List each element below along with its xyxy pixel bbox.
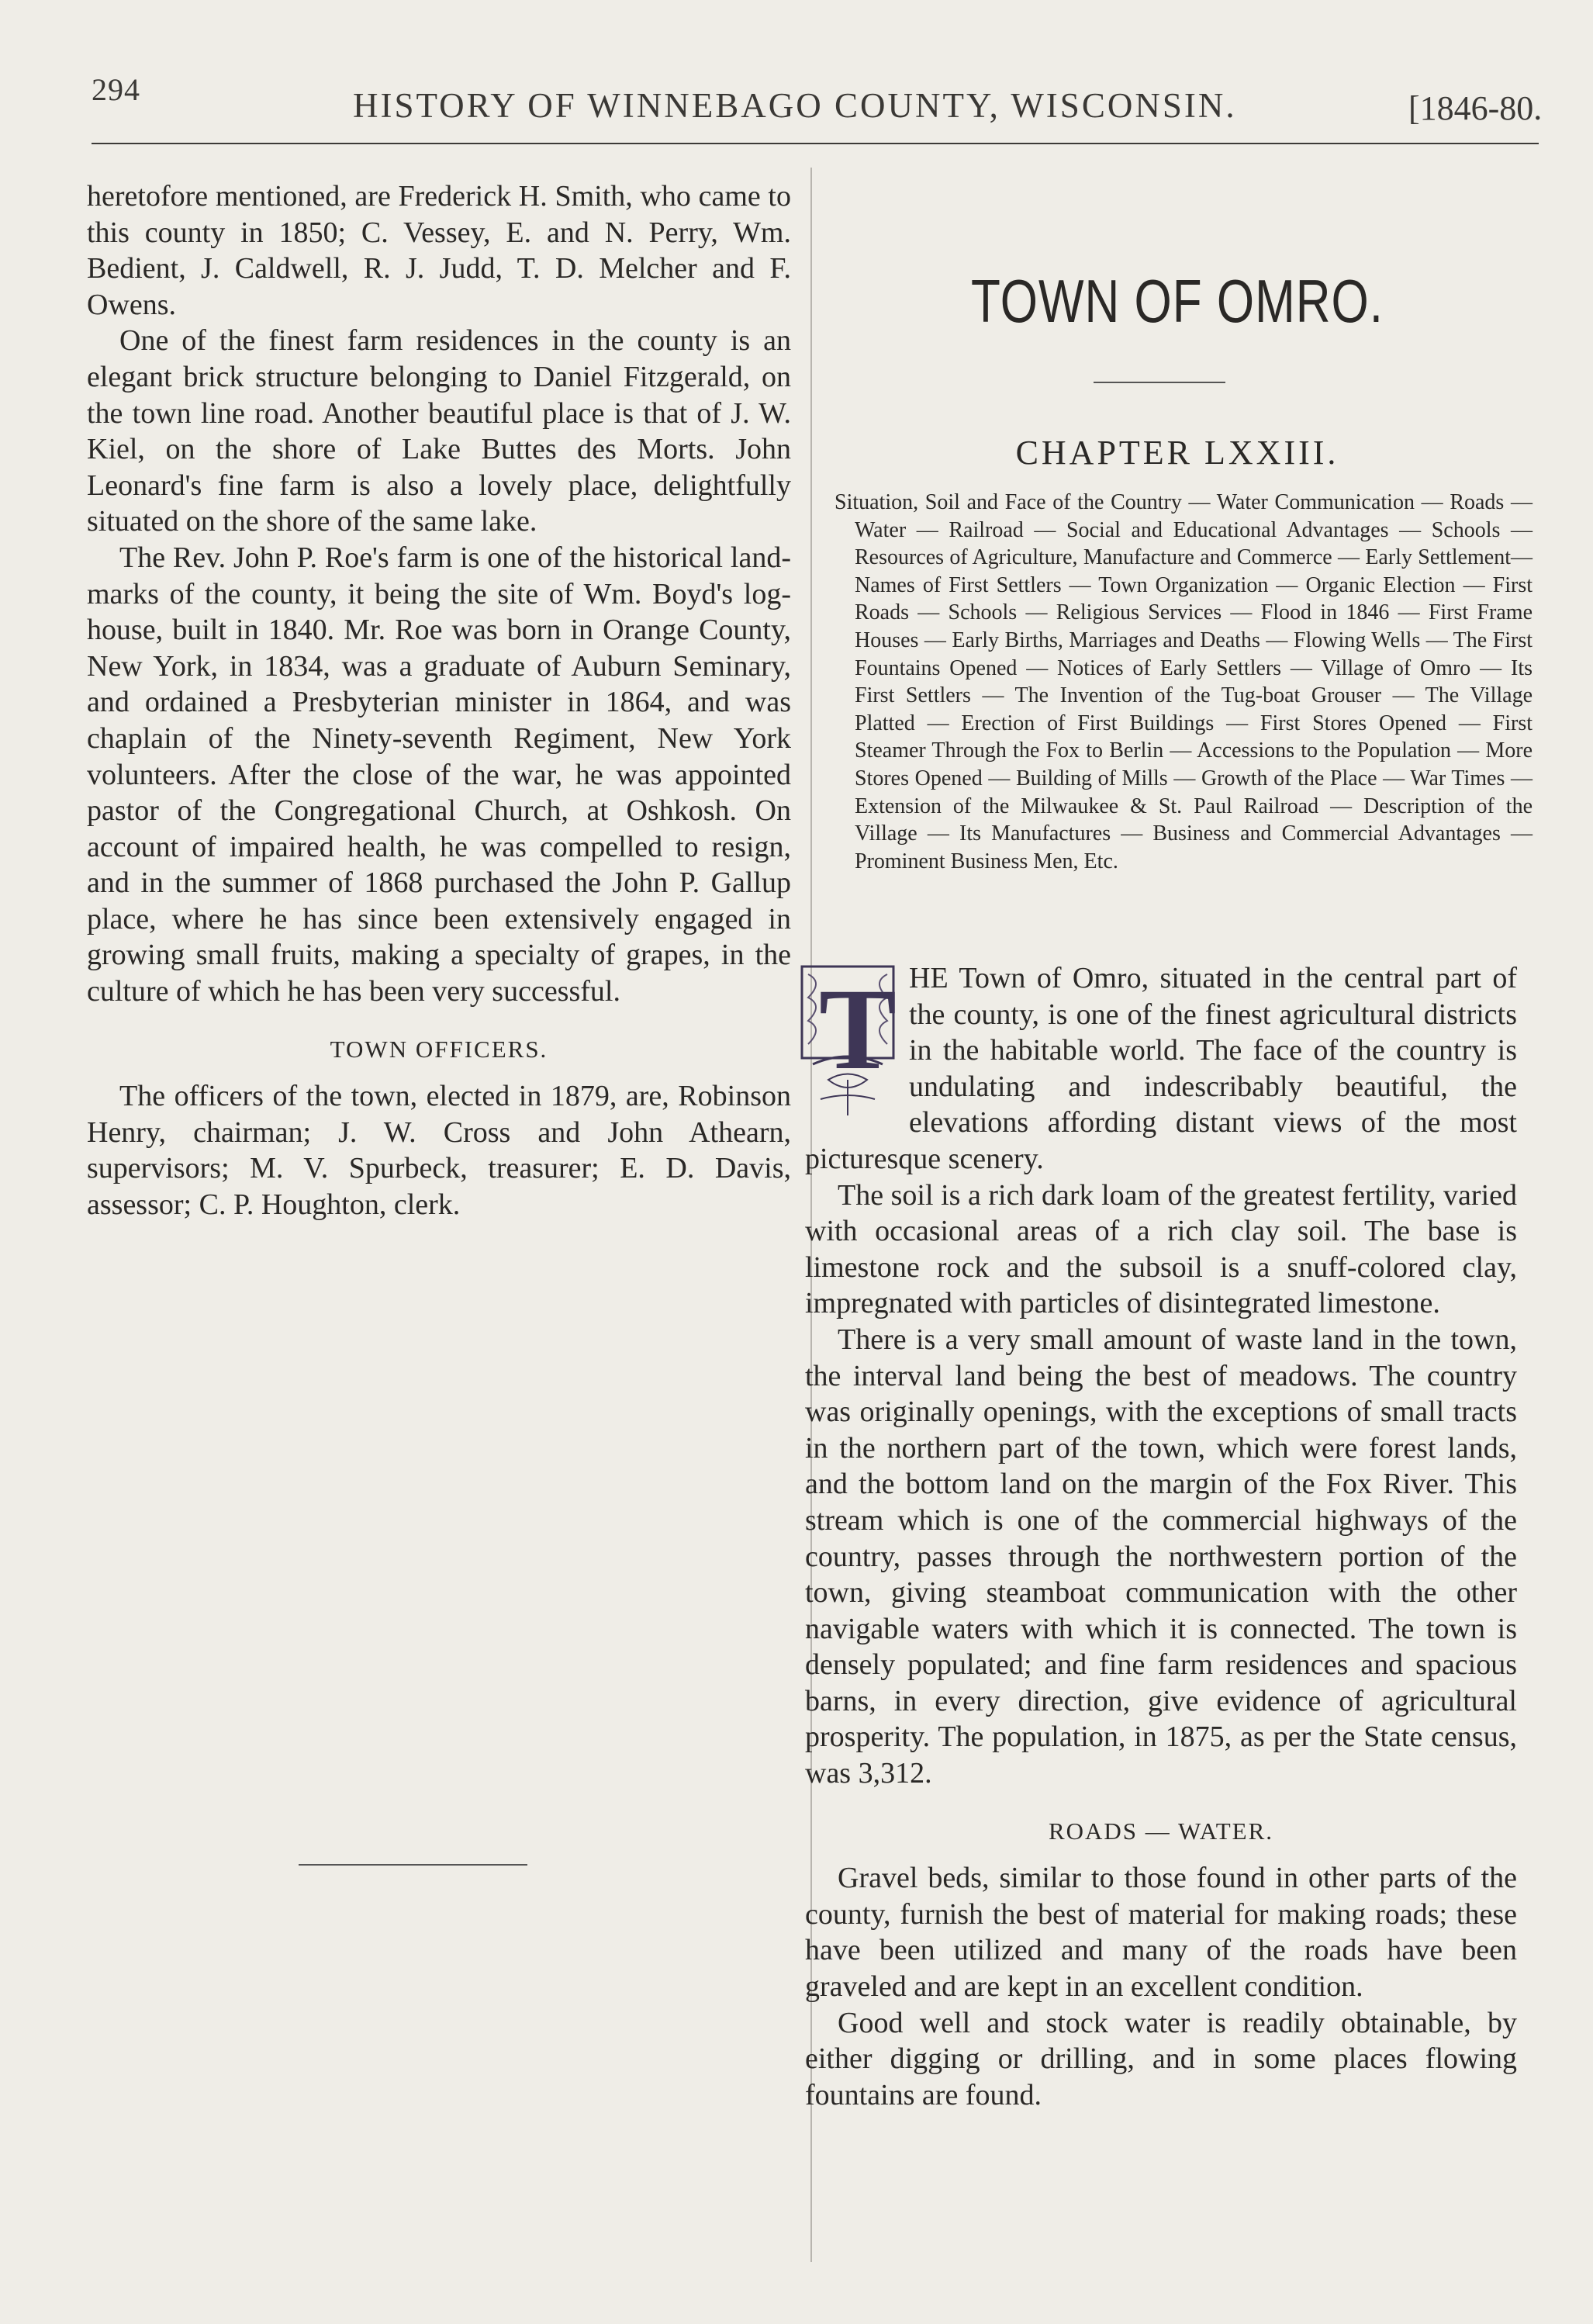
section-end-rule	[299, 1864, 527, 1866]
ornamental-drop-cap	[797, 963, 898, 1119]
paragraph: The Rev. John P. Roe's farm is one of the historical land-marks of the county, it being the site of Wm. Boyd's log-house, built in 1840. Mr. Roe was born in Orange County, New York, in 1834, was a graduate of Auburn Seminary, and ordained a Presbyterian minister in 1864, and was chaplain of the Ninety-seventh Regiment, New York volunteers. After the close of the war, he was appointed pastor of the Congregational Church, at Oshkosh. On account of impaired health, he was compelled to resign, and in the summer of 1868 purchased the John P. Gallup place, where he has since been extensively engaged in growing small fruits, making a specialty of grapes, in the culture of which he has been very successful.	[87, 541, 791, 1008]
header-rule	[92, 143, 1539, 144]
paragraph: Good well and stock water is readily obtainable, by either digging or drilling, and in some places flowing fountains are found.	[805, 2006, 1517, 2111]
chapter-synopsis: Situation, Soil and Face of the Country — Water Communication — Roads — Water — Railroad — Social and Educational Advantages — Schools — Resources of Agriculture, Manufacture and Commerce — Early Settlement—Names of First Settlers — Town Organization — Organic Election — First Roads — Schools — Religious Services — Flood in 1846 — First Frame Houses — Early Births, Marriages and Deaths — Flowing Wells — The First Fountains Opened — Notices of Early Settlers — Village of Omro — Its First Settlers — The Invention of the Tug-boat Grouser — The Village Platted — Erection of First Buildings — First Stores Opened — First Steamer Through the Fox to Berlin — Accessions to the Population — More Stores Opened — Building of Mills — Growth of the Place — War Times — Extension of the Milwaukee & St. Paul Railroad — Description of the Village — Its Manufactures — Business and Commercial Advantages — Prominent Business Men, Etc.	[835, 490, 1533, 873]
paragraph: The soil is a rich dark loam of the greatest fertility, varied with occasional areas of a rich clay soil. The base is limestone rock and the subsoil is a snuff-colored clay, impregnated with particles of disintegrated limestone.	[805, 1178, 1517, 1320]
paragraph: One of the finest farm residences in the county is an elegant brick structure belonging to Daniel Fitzgerald, on the town line road. Another beautiful place is that of J. W. Kiel, on the shore of Lake Buttes des Morts. John Leonard's fine farm is also a lovely place, delightfully situated on the shore of the same lake.	[87, 324, 791, 538]
title-rule	[1094, 382, 1225, 383]
date-range: [1846-80.	[1408, 89, 1543, 127]
chapter-number: CHAPTER LXXIII.	[1015, 434, 1339, 472]
drop-cap-letter: T	[819, 965, 897, 1094]
right-column	[805, 960, 1517, 2113]
page-number: 294	[92, 72, 140, 107]
intro-paragraph: HE Town of Omro, situated in the central part of the county, is one of the finest agricultural districts in the habitable world. The face of the country is undulating and indescribably beautiful, the elevations affording distant views of the most picturesque scenery.	[805, 962, 1517, 1175]
chapter-town-title: TOWN OF OMRO.	[971, 268, 1384, 336]
paragraph: heretofore mentioned, are Frederick H. Smith, who came to this county in 1850; C. Vessey, E. and N. Perry, Wm. Bedient, J. Caldwell, R. J. Judd, T. D. Melcher and F. Owens.	[87, 180, 791, 321]
left-column	[87, 178, 791, 1223]
section-heading-town-officers: TOWN OFFICERS.	[330, 1035, 548, 1063]
paragraph: Gravel beds, similar to those found in other parts of the county, furnish the best of material for making roads; these have been utilized and many of the roads have been graveled and are kept in an excellent condition.	[805, 1862, 1517, 2004]
paragraph: The officers of the town, elected in 1879, are, Robinson Henry, chairman; J. W. Cross and John Athearn, supervisors; M. V. Spurbeck, treasurer; E. D. Davis, assessor; C. P. Houghton, clerk.	[87, 1080, 791, 1222]
running-title: HISTORY OF WINNEBAGO COUNTY, WISCONSIN.	[353, 86, 1237, 125]
paragraph: There is a very small amount of waste land in the town, the interval land being the best of meadows. The country was originally openings, with the exceptions of small tracts in the northern part of the town, which were forest lands, and the bottom land on the margin of the Fox River. This stream which is one of the commercial highways of the country, passes through the northwestern portion of the town, giving steamboat communication with the other navigable waters with which it is connected. The town is densely populated; and fine farm residences and spacious barns, in every direction, give evidence of agricultural prosperity. The population, in 1875, as per the State census, was 3,312.	[805, 1323, 1517, 1790]
section-heading-roads-water: ROADS — WATER.	[1048, 1817, 1274, 1845]
